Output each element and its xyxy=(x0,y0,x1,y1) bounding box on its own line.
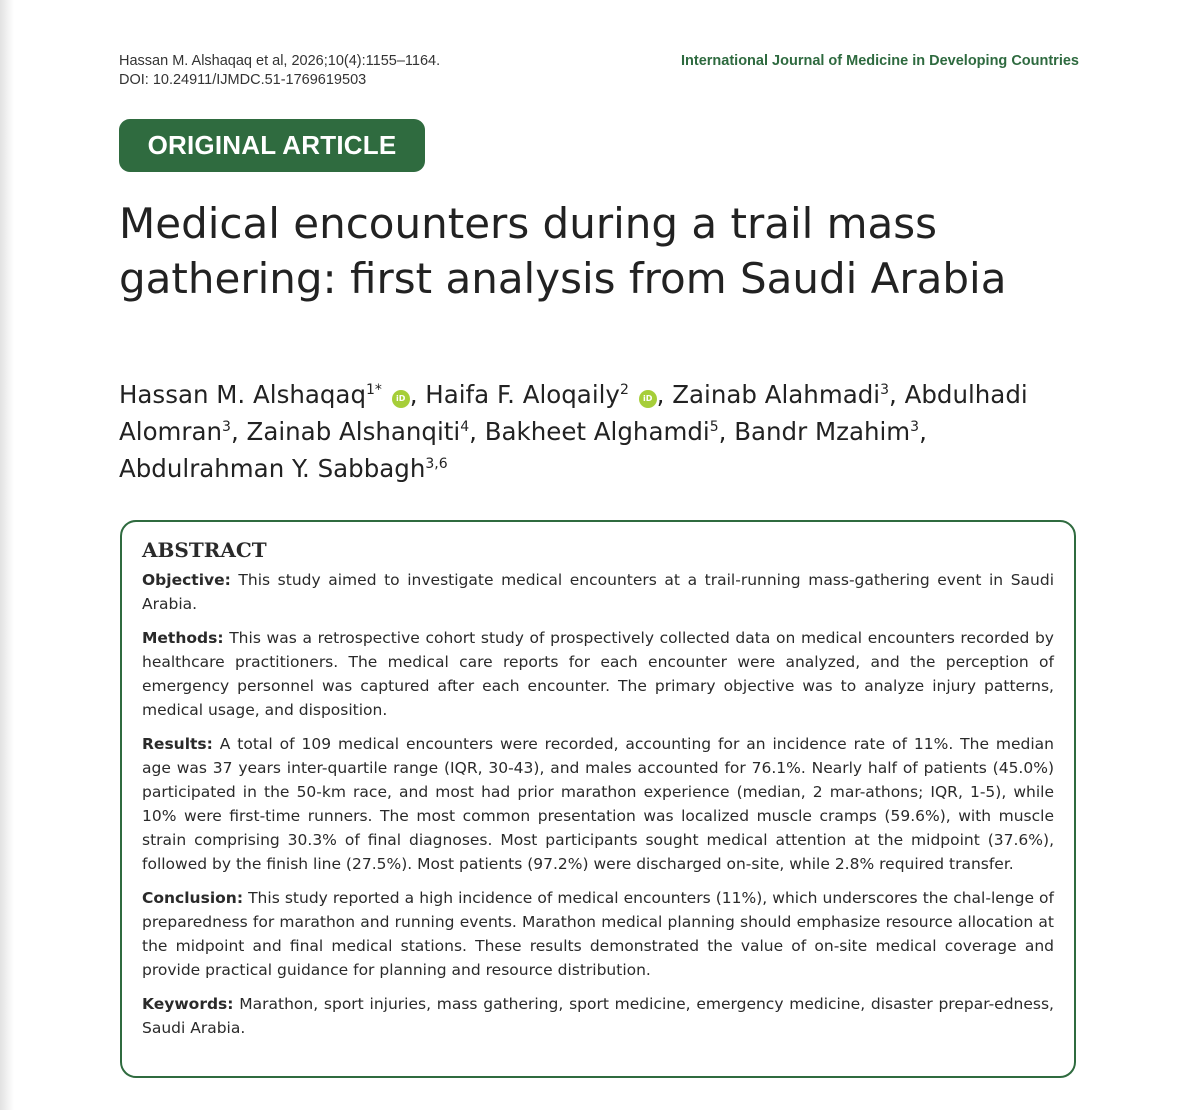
author-affiliation-mark: 1* xyxy=(366,382,382,398)
author-name: Bakheet Alghamdi xyxy=(484,417,710,446)
abstract-methods xyxy=(142,626,1054,722)
article-type-badge: ORIGINAL ARTICLE xyxy=(119,119,425,172)
author-name: Zainab Alshanqiti xyxy=(246,417,461,446)
author-name: Bandr Mzahim xyxy=(734,417,911,446)
author-separator: , xyxy=(919,417,927,446)
article-title: Medical encounters during a trail mass gathering: first analysis from Saudi Arabia xyxy=(119,199,1007,303)
abstract-results xyxy=(142,732,1054,876)
objective-label: Objective: xyxy=(142,571,231,589)
orcid-icon[interactable]: iD xyxy=(639,390,657,408)
page-edge-shadow xyxy=(0,0,14,1110)
keywords-label: Keywords: xyxy=(142,995,234,1013)
author-affiliation-mark: 3 xyxy=(910,419,920,435)
author-separator: , xyxy=(889,380,905,409)
author-affiliation-mark: 4 xyxy=(460,419,470,435)
journal-name: International Journal of Medicine in Developing Countries xyxy=(681,53,1079,69)
author-name: Abdulrahman Y. Sabbagh xyxy=(119,454,426,483)
orcid-icon[interactable]: iD xyxy=(392,390,410,408)
abstract-box xyxy=(120,520,1076,1078)
abstract-keywords xyxy=(142,992,1054,1040)
author-name: Hassan M. Alshaqaq xyxy=(119,380,366,409)
doi-text[interactable]: DOI: 10.24911/IJMDC.51-1769619503 xyxy=(119,72,367,88)
abstract-heading: ABSTRACT xyxy=(142,538,267,562)
author-separator: , xyxy=(469,417,485,446)
author-affiliation-mark: 3,6 xyxy=(425,456,448,472)
abstract-objective xyxy=(142,568,1054,616)
author-separator: , xyxy=(656,380,673,409)
results-text: A total of 109 medical encounters were recorded, accounting for an incidence rate of 11%. The median age was 37 years inter-quartile range (IQR, 30-43), and males accounted for 76.1%. Nearly half of patients (45.0%) participated in the 50-km race, and most had prior marathon experience (median, 2 mar-athons; IQR, 1-5), while 10% were first-time runners. The most common presentation was localized muscle cramps (59.6%), with muscle strain comprising 30.3% of final diagnoses. Most participants sought medical attention at the midpoint (37.6%), followed by the finish line (27.5%). Most patients (97.2%) were discharged on-site, while 2.8% required transfer. xyxy=(142,735,1054,873)
author-name: Haifa F. Aloqaily xyxy=(425,380,620,409)
conclusion-text: This study reported a high incidence of medical encounters (11%), which underscores the chal-lenge of preparedness for marathon and running events. Marathon medical planning should emphasize resource allocation at the midpoint and final medical stations. These results demonstrated the value of on-site medical coverage and provide practical guidance for planning and resource distribution. xyxy=(142,889,1054,979)
results-label: Results: xyxy=(142,735,213,753)
author-separator: , xyxy=(230,417,247,446)
author-separator: , xyxy=(409,380,426,409)
author-name: Zainab Alahmadi xyxy=(672,380,881,409)
author-separator: , xyxy=(718,417,735,446)
author-name: Abdulhadi Alomran xyxy=(119,380,1028,446)
citation-block xyxy=(119,52,440,90)
objective-text: This study aimed to investigate medical encounters at a trail-running mass-gathering event in Saudi Arabia. xyxy=(142,571,1055,613)
author-affiliation-mark: 3 xyxy=(880,382,889,398)
author-affiliation-mark: 3 xyxy=(222,419,231,435)
author-affiliation-mark: 2 xyxy=(619,382,629,398)
author-list xyxy=(119,376,1079,487)
author-affiliation-mark: 5 xyxy=(709,419,719,435)
citation-text: Hassan M. Alshaqaq et al, 2026;10(4):1155–1164. xyxy=(119,53,441,69)
keywords-text: Marathon, sport injuries, mass gathering, sport medicine, emergency medicine, disaster prepar-edness, Saudi Arabia. xyxy=(142,995,1054,1037)
conclusion-label: Conclusion: xyxy=(142,889,244,907)
methods-label: Methods: xyxy=(142,629,224,647)
methods-text: This was a retrospective cohort study of prospectively collected data on medical encounters recorded by healthcare practitioners. The medical care reports for each encounter were analyzed, and the perception of emergency personnel was captured after each encounter. The primary objective was to analyze injury patterns, medical usage, and disposition. xyxy=(142,629,1054,719)
abstract-conclusion xyxy=(142,886,1054,982)
